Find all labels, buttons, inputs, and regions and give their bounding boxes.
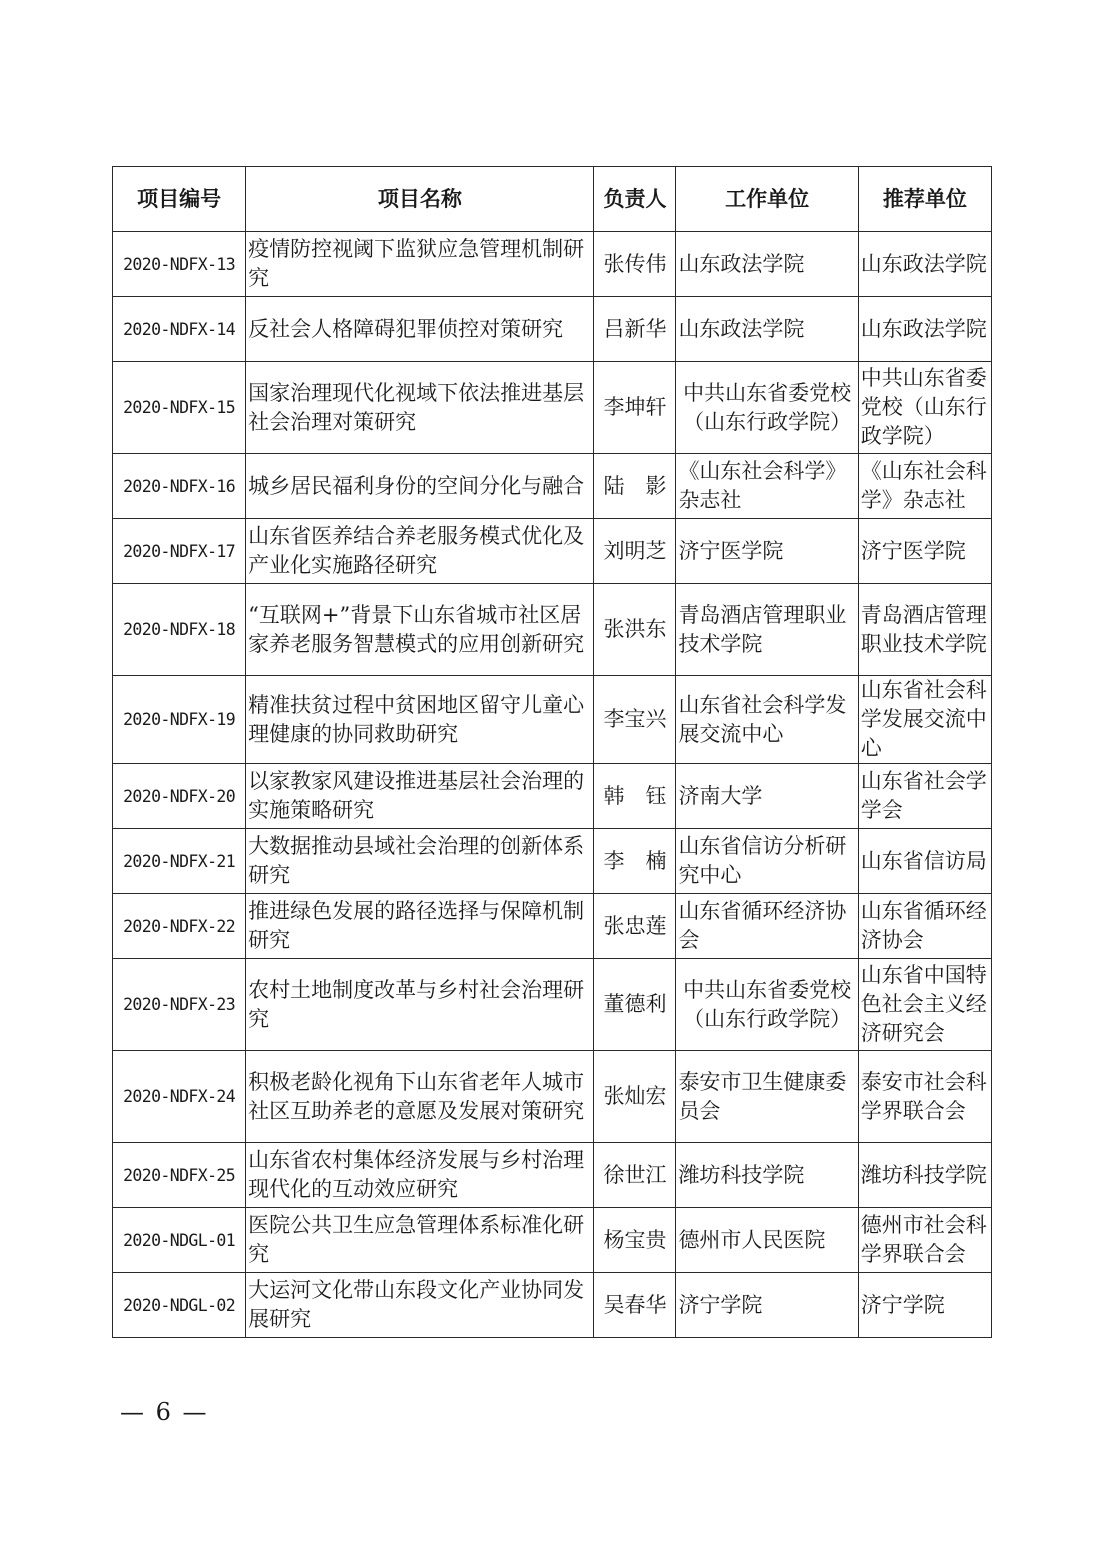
table-row bbox=[113, 1051, 992, 1143]
project-leader: 吴春华 bbox=[594, 1273, 676, 1338]
work-unit: 山东省循环经济协会 bbox=[676, 894, 858, 959]
recommender-unit: 济宁医学院 bbox=[858, 519, 991, 584]
recommender-unit: 山东省信访局 bbox=[858, 829, 991, 894]
work-unit: 德州市人民医院 bbox=[676, 1208, 858, 1273]
project-code: 2020-NDFX-19 bbox=[113, 676, 246, 764]
work-unit: 济宁医学院 bbox=[676, 519, 858, 584]
table-row bbox=[113, 829, 992, 894]
recommender-unit: 济宁学院 bbox=[858, 1273, 991, 1338]
project-name: 积极老龄化视角下山东省老年人城市社区互助养老的意愿及发展对策研究 bbox=[246, 1051, 594, 1143]
project-code: 2020-NDFX-22 bbox=[113, 894, 246, 959]
project-leader: 李 楠 bbox=[594, 829, 676, 894]
work-unit: 青岛酒店管理职业技术学院 bbox=[676, 584, 858, 676]
project-leader: 吕新华 bbox=[594, 297, 676, 362]
table-row bbox=[113, 676, 992, 764]
recommender-unit: 青岛酒店管理职业技术学院 bbox=[858, 584, 991, 676]
recommender-unit: 山东省社会学学会 bbox=[858, 764, 991, 829]
project-leader: 陆 影 bbox=[594, 454, 676, 519]
project-name: 精准扶贫过程中贫困地区留守儿童心理健康的协同救助研究 bbox=[246, 676, 594, 764]
project-name: 大数据推动县域社会治理的创新体系研究 bbox=[246, 829, 594, 894]
project-name: 反社会人格障碍犯罪侦控对策研究 bbox=[246, 297, 594, 362]
project-code: 2020-NDFX-13 bbox=[113, 232, 246, 297]
project-name: 国家治理现代化视域下依法推进基层社会治理对策研究 bbox=[246, 362, 594, 454]
table-row bbox=[113, 1208, 992, 1273]
project-name: 推进绿色发展的路径选择与保障机制研究 bbox=[246, 894, 594, 959]
project-code: 2020-NDFX-24 bbox=[113, 1051, 246, 1143]
page-number: — 6 — bbox=[120, 1398, 209, 1426]
project-name: 以家教家风建设推进基层社会治理的实施策略研究 bbox=[246, 764, 594, 829]
project-leader: 张灿宏 bbox=[594, 1051, 676, 1143]
project-code: 2020-NDGL-01 bbox=[113, 1208, 246, 1273]
work-unit: 济宁学院 bbox=[676, 1273, 858, 1338]
header-recommender: 推荐单位 bbox=[858, 167, 991, 232]
table-row bbox=[113, 454, 992, 519]
work-unit: 潍坊科技学院 bbox=[676, 1143, 858, 1208]
project-leader: 张传伟 bbox=[594, 232, 676, 297]
recommender-unit: 山东政法学院 bbox=[858, 232, 991, 297]
table-row bbox=[113, 584, 992, 676]
recommender-unit: 德州市社会科学界联合会 bbox=[858, 1208, 991, 1273]
project-leader: 刘明芝 bbox=[594, 519, 676, 584]
project-leader: 韩 钰 bbox=[594, 764, 676, 829]
table-row bbox=[113, 232, 992, 297]
table-row bbox=[113, 959, 992, 1051]
recommender-unit: 山东政法学院 bbox=[858, 297, 991, 362]
work-unit: 济南大学 bbox=[676, 764, 858, 829]
recommender-unit: 潍坊科技学院 bbox=[858, 1143, 991, 1208]
table-row bbox=[113, 519, 992, 584]
table-row bbox=[113, 764, 992, 829]
project-leader: 张洪东 bbox=[594, 584, 676, 676]
project-name: 疫情防控视阈下监狱应急管理机制研究 bbox=[246, 232, 594, 297]
project-code: 2020-NDFX-23 bbox=[113, 959, 246, 1051]
work-unit: 山东政法学院 bbox=[676, 297, 858, 362]
project-name: 农村土地制度改革与乡村社会治理研究 bbox=[246, 959, 594, 1051]
recommender-unit: 山东省社会科学发展交流中心 bbox=[858, 676, 991, 764]
work-unit: 山东政法学院 bbox=[676, 232, 858, 297]
recommender-unit: 中共山东省委党校（山东行政学院） bbox=[858, 362, 991, 454]
project-code: 2020-NDFX-21 bbox=[113, 829, 246, 894]
project-code: 2020-NDGL-02 bbox=[113, 1273, 246, 1338]
project-code: 2020-NDFX-16 bbox=[113, 454, 246, 519]
work-unit: 山东省信访分析研究中心 bbox=[676, 829, 858, 894]
work-unit: 泰安市卫生健康委员会 bbox=[676, 1051, 858, 1143]
project-code: 2020-NDFX-17 bbox=[113, 519, 246, 584]
recommender-unit: 泰安市社会科学界联合会 bbox=[858, 1051, 991, 1143]
header-work-unit: 工作单位 bbox=[676, 167, 858, 232]
project-leader: 杨宝贵 bbox=[594, 1208, 676, 1273]
project-leader: 徐世江 bbox=[594, 1143, 676, 1208]
header-project-name: 项目名称 bbox=[246, 167, 594, 232]
project-name: “互联网+”背景下山东省城市社区居家养老服务智慧模式的应用创新研究 bbox=[246, 584, 594, 676]
table-row bbox=[113, 362, 992, 454]
recommender-unit: 山东省循环经济协会 bbox=[858, 894, 991, 959]
project-code: 2020-NDFX-25 bbox=[113, 1143, 246, 1208]
project-name: 城乡居民福利身份的空间分化与融合 bbox=[246, 454, 594, 519]
table-row bbox=[113, 1143, 992, 1208]
header-project-code: 项目编号 bbox=[113, 167, 246, 232]
work-unit: 中共山东省委党校（山东行政学院） bbox=[676, 362, 858, 454]
project-leader: 张忠莲 bbox=[594, 894, 676, 959]
project-leader: 李宝兴 bbox=[594, 676, 676, 764]
project-code: 2020-NDFX-18 bbox=[113, 584, 246, 676]
project-name: 山东省医养结合养老服务模式优化及产业化实施路径研究 bbox=[246, 519, 594, 584]
project-code: 2020-NDFX-15 bbox=[113, 362, 246, 454]
project-table bbox=[112, 166, 992, 1338]
table-row bbox=[113, 297, 992, 362]
project-name: 山东省农村集体经济发展与乡村治理现代化的互动效应研究 bbox=[246, 1143, 594, 1208]
table-row bbox=[113, 1273, 992, 1338]
table-row bbox=[113, 894, 992, 959]
project-name: 大运河文化带山东段文化产业协同发展研究 bbox=[246, 1273, 594, 1338]
work-unit: 《山东社会科学》杂志社 bbox=[676, 454, 858, 519]
work-unit: 山东省社会科学发展交流中心 bbox=[676, 676, 858, 764]
project-leader: 董德利 bbox=[594, 959, 676, 1051]
project-code: 2020-NDFX-20 bbox=[113, 764, 246, 829]
recommender-unit: 《山东社会科学》杂志社 bbox=[858, 454, 991, 519]
table-header-row bbox=[113, 167, 992, 232]
recommender-unit: 山东省中国特色社会主义经济研究会 bbox=[858, 959, 991, 1051]
header-leader: 负责人 bbox=[594, 167, 676, 232]
project-code: 2020-NDFX-14 bbox=[113, 297, 246, 362]
project-name: 医院公共卫生应急管理体系标准化研究 bbox=[246, 1208, 594, 1273]
project-leader: 李坤轩 bbox=[594, 362, 676, 454]
work-unit: 中共山东省委党校（山东行政学院） bbox=[676, 959, 858, 1051]
